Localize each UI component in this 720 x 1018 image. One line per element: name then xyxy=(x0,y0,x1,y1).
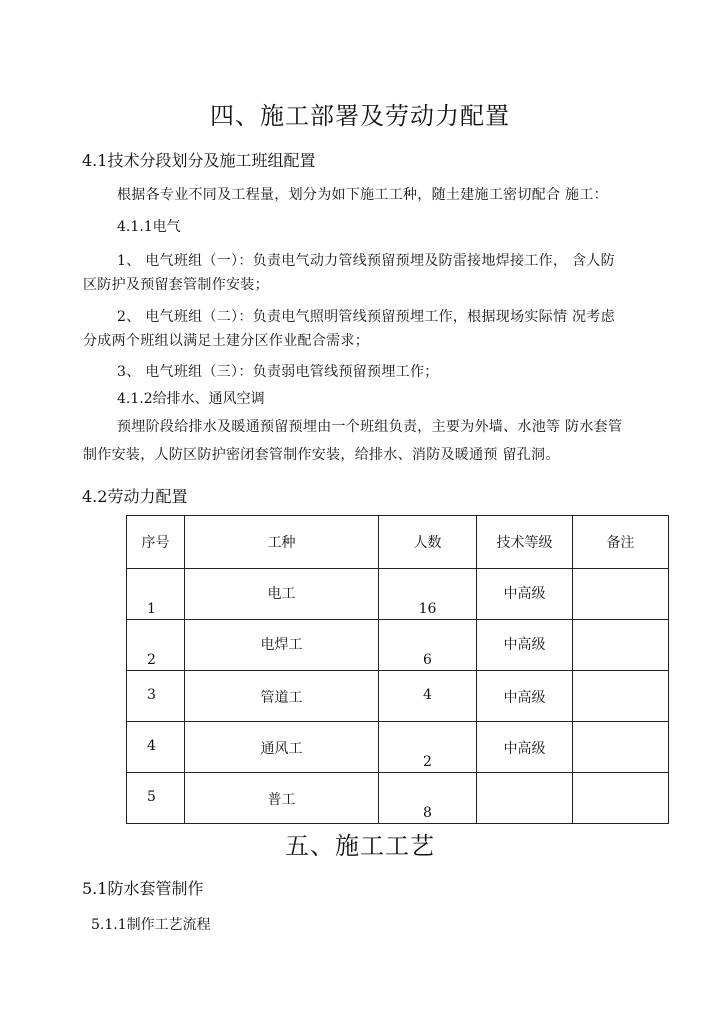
labor-allocation-table xyxy=(126,515,669,824)
section-4-title: 四、施工部署及劳动力配置 xyxy=(210,102,510,130)
row-count: 16 xyxy=(418,601,437,617)
electrical-item-1-line-2: 区防护及预留套管制作安装； xyxy=(83,277,269,293)
row-no: 1 xyxy=(147,601,156,617)
table-row xyxy=(127,620,669,671)
electrical-item-1-line-1: 1、 电气班组（一）：负责电气动力管线预留预埋及防雷接地焊接工作， 含人防 xyxy=(117,253,615,269)
heading-4-1: 4.1技术分段划分及施工班组配置 xyxy=(82,151,316,170)
row-count: 8 xyxy=(423,805,432,821)
heading-4-1-1: 4.1.1电气 xyxy=(117,219,181,235)
electrical-item-2-line-2: 分成两个班组以满足土建分区作业配合需求； xyxy=(83,333,369,349)
header-level: 技术等级 xyxy=(477,516,573,569)
row-trade: 管道工 xyxy=(260,690,303,706)
electrical-item-2-line-1: 2、 电气班组（二）：负责电气照明管线预留预埋工作，根据现场实际情 况考虑 xyxy=(117,309,615,325)
heading-5-1-1: 5.1.1制作工艺流程 xyxy=(91,917,211,933)
table-row xyxy=(127,671,669,722)
electrical-item-3: 3、 电气班组（三）：负责弱电管线预留预埋工作； xyxy=(117,364,439,380)
row-count: 6 xyxy=(423,652,432,668)
row-level: 中高级 xyxy=(503,637,546,653)
row-no: 5 xyxy=(147,789,156,805)
table-row xyxy=(127,722,669,773)
row-count: 4 xyxy=(423,687,432,703)
section-5-title: 五、施工工艺 xyxy=(285,832,435,860)
row-level: 中高级 xyxy=(503,741,546,757)
heading-4-2: 4.2劳动力配置 xyxy=(82,487,188,506)
table-row xyxy=(127,773,669,824)
row-count: 2 xyxy=(423,754,432,770)
header-trade: 工种 xyxy=(185,516,379,569)
header-count: 人数 xyxy=(379,516,477,569)
row-trade: 通风工 xyxy=(260,741,303,757)
plumbing-paragraph-line-2: 制作安装，人防区防护密闭套管制作安装，给排水、消防及暖通预 留孔洞。 xyxy=(83,447,560,463)
table-row xyxy=(127,569,669,620)
row-no: 4 xyxy=(147,738,156,754)
row-level: 中高级 xyxy=(503,690,546,706)
intro-paragraph: 根据各专业不同及工程量，划分为如下施工工种，随土建施工密切配合 施工： xyxy=(117,187,608,203)
table-header-row xyxy=(127,516,669,569)
heading-5-1: 5.1防水套管制作 xyxy=(82,879,204,898)
row-trade: 电焊工 xyxy=(260,637,303,653)
row-no: 2 xyxy=(147,652,156,668)
row-level: 中高级 xyxy=(503,586,546,602)
header-remark: 备注 xyxy=(573,516,669,569)
header-no: 序号 xyxy=(127,516,185,569)
row-trade: 电工 xyxy=(267,586,296,602)
row-trade: 普工 xyxy=(267,792,296,808)
row-no: 3 xyxy=(147,687,156,703)
plumbing-paragraph-line-1: 预埋阶段给排水及暖通预留预埋由一个班组负责，主要为外墙、水池等 防水套管 xyxy=(117,419,623,435)
heading-4-1-2: 4.1.2给排水、通风空调 xyxy=(117,391,265,407)
